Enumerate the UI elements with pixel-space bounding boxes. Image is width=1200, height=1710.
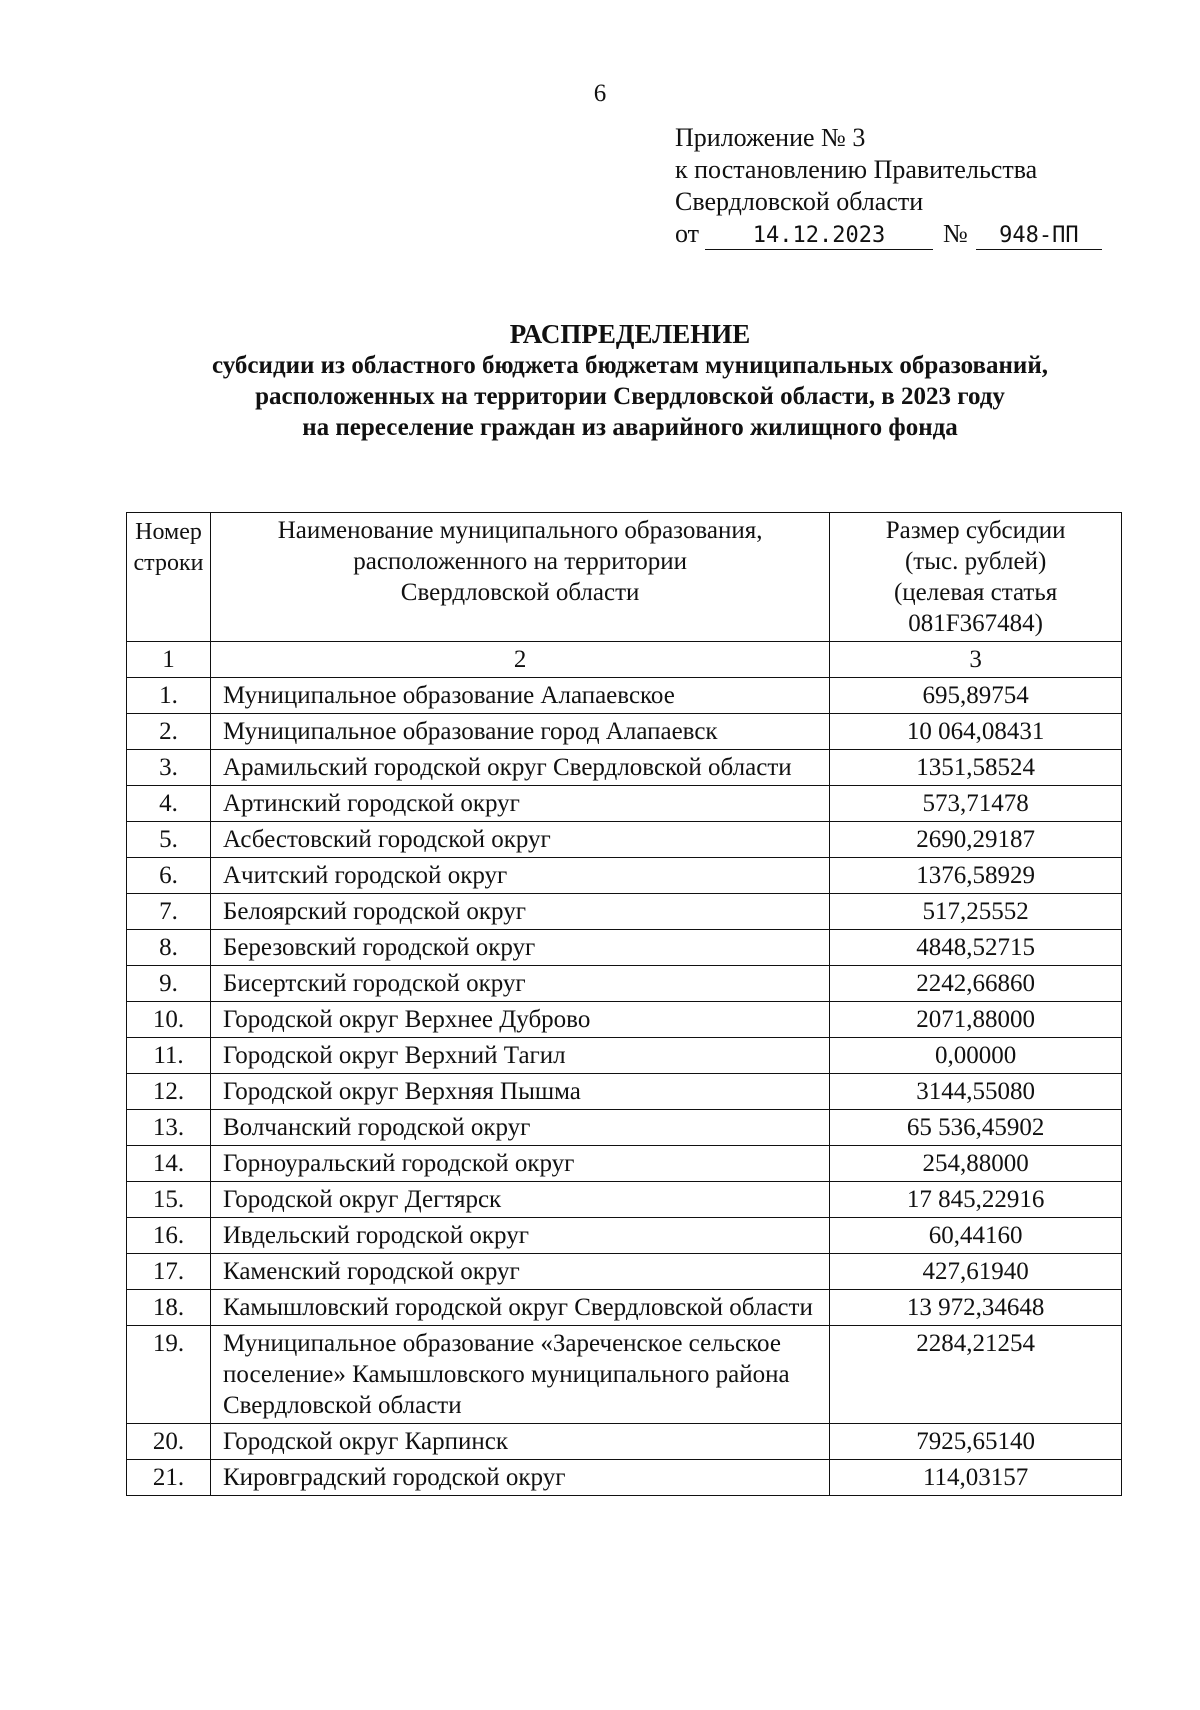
annex-line-1: Приложение № 3 — [675, 123, 866, 152]
subsidy-amount: 2071,88000 — [830, 1002, 1122, 1038]
subsidy-amount: 10 064,08431 — [830, 714, 1122, 750]
subsidy-amount: 517,25552 — [830, 894, 1122, 930]
header-text: (тыс. рублей) — [904, 548, 1047, 575]
row-number: 5. — [127, 822, 211, 858]
municipality-name: Волчанский городской округ — [210, 1110, 829, 1146]
annex-date: 14.12.2023 — [705, 223, 933, 250]
row-number: 19. — [127, 1326, 211, 1424]
municipality-name: Березовский городской округ — [210, 930, 829, 966]
header-municipality-name — [210, 513, 829, 642]
row-number: 17. — [127, 1254, 211, 1290]
municipality-name: Камышловский городской округ Свердловской области — [210, 1290, 829, 1326]
row-number: 14. — [127, 1146, 211, 1182]
subsidy-table — [126, 512, 1122, 1496]
subsidy-amount: 17 845,22916 — [830, 1182, 1122, 1218]
municipality-name: Городской округ Верхняя Пышма — [210, 1074, 829, 1110]
header-text: расположенного на территории — [353, 548, 687, 575]
subsidy-amount: 3144,55080 — [830, 1074, 1122, 1110]
table-row — [127, 786, 1122, 822]
table-row — [127, 1424, 1122, 1460]
row-number: 2. — [127, 714, 211, 750]
subsidy-amount: 0,00000 — [830, 1038, 1122, 1074]
municipality-name: Горноуральский городской округ — [210, 1146, 829, 1182]
table-row — [127, 1146, 1122, 1182]
table-row — [127, 822, 1122, 858]
subsidy-amount: 2284,21254 — [830, 1326, 1122, 1424]
title-line-3: на переселение граждан из аварийного жилищного фонда — [302, 414, 958, 441]
row-number: 13. — [127, 1110, 211, 1146]
table-row — [127, 1218, 1122, 1254]
municipality-name: Бисертский городской округ — [210, 966, 829, 1002]
header-row-number — [127, 513, 211, 642]
municipality-name: Белоярский городской округ — [210, 894, 829, 930]
subsidy-amount: 254,88000 — [830, 1146, 1122, 1182]
annex-block — [675, 122, 1102, 250]
annex-number-sign: № — [943, 219, 968, 248]
municipality-name: Арамильский городской округ Свердловской области — [210, 750, 829, 786]
row-number: 3. — [127, 750, 211, 786]
header-text: Наименование муниципального образования, — [277, 517, 763, 544]
row-number: 8. — [127, 930, 211, 966]
table-row — [127, 750, 1122, 786]
municipality-name: Ивдельский городской округ — [210, 1218, 829, 1254]
annex-line-2: к постановлению Правительства — [675, 155, 1038, 184]
municipality-name: Городской округ Дегтярск — [210, 1182, 829, 1218]
row-number: 12. — [127, 1074, 211, 1110]
header-text: (целевая статья — [893, 579, 1058, 606]
table-row — [127, 930, 1122, 966]
row-number: 21. — [127, 1460, 211, 1496]
header-subsidy-amount — [830, 513, 1122, 642]
municipality-name: Городской округ Карпинск — [210, 1424, 829, 1460]
row-number: 20. — [127, 1424, 211, 1460]
row-number: 1. — [127, 678, 211, 714]
title-main: РАСПРЕДЕЛЕНИЕ — [509, 319, 751, 349]
subsidy-amount: 4848,52715 — [830, 930, 1122, 966]
table-row — [127, 714, 1122, 750]
annex-doc-number: 948-ПП — [976, 223, 1102, 250]
table-body — [127, 678, 1122, 1496]
page-number: 6 — [593, 80, 607, 107]
title-line-1: субсидии из областного бюджета бюджетам муниципальных образований, — [212, 352, 1048, 379]
annex-date-line — [675, 218, 1102, 250]
column-index: 3 — [830, 642, 1122, 678]
subsidy-amount: 114,03157 — [830, 1460, 1122, 1496]
municipality-name: Городской округ Верхний Тагил — [210, 1038, 829, 1074]
subsidy-amount: 1351,58524 — [830, 750, 1122, 786]
column-index-row — [127, 642, 1122, 678]
table-row — [127, 678, 1122, 714]
table-row — [127, 966, 1122, 1002]
municipality-name: Асбестовский городской округ — [210, 822, 829, 858]
subsidy-amount: 573,71478 — [830, 786, 1122, 822]
row-number: 16. — [127, 1218, 211, 1254]
table-row — [127, 1254, 1122, 1290]
subsidy-amount: 2690,29187 — [830, 822, 1122, 858]
subsidy-amount: 695,89754 — [830, 678, 1122, 714]
row-number: 7. — [127, 894, 211, 930]
municipality-name: Кировградский городской округ — [210, 1460, 829, 1496]
table-row — [127, 1074, 1122, 1110]
municipality-name: Каменский городской округ — [210, 1254, 829, 1290]
municipality-name: Ачитский городской округ — [210, 858, 829, 894]
municipality-name: Городской округ Верхнее Дуброво — [210, 1002, 829, 1038]
header-text: 081F367484) — [908, 610, 1043, 637]
table-row — [127, 858, 1122, 894]
row-number: 11. — [127, 1038, 211, 1074]
table-row — [127, 1110, 1122, 1146]
header-text: строки — [133, 550, 204, 576]
table-row — [127, 1290, 1122, 1326]
municipality-name: Муниципальное образование «Зареченское сельское поселение» Камышловского муниципального района Свердловской области — [210, 1326, 829, 1424]
annex-from-label: от — [675, 219, 700, 248]
table-row — [127, 1460, 1122, 1496]
document-title — [100, 318, 1160, 443]
column-index: 1 — [127, 642, 211, 678]
table-row — [127, 894, 1122, 930]
row-number: 10. — [127, 1002, 211, 1038]
subsidy-amount: 427,61940 — [830, 1254, 1122, 1290]
row-number: 4. — [127, 786, 211, 822]
header-text: Номер — [135, 519, 202, 545]
table-header-row — [127, 513, 1122, 642]
subsidy-amount: 65 536,45902 — [830, 1110, 1122, 1146]
annex-line-3: Свердловской области — [675, 187, 924, 216]
municipality-name: Артинский городской округ — [210, 786, 829, 822]
header-text: Свердловской области — [400, 579, 640, 606]
column-index: 2 — [210, 642, 829, 678]
municipality-name: Муниципальное образование Алапаевское — [210, 678, 829, 714]
table-row — [127, 1002, 1122, 1038]
subsidy-amount: 1376,58929 — [830, 858, 1122, 894]
title-line-2: расположенных на территории Свердловской области, в 2023 году — [255, 383, 1005, 410]
row-number: 18. — [127, 1290, 211, 1326]
header-text: Размер субсидии — [885, 517, 1066, 544]
table-row — [127, 1038, 1122, 1074]
municipality-name: Муниципальное образование город Алапаевск — [210, 714, 829, 750]
row-number: 9. — [127, 966, 211, 1002]
row-number: 6. — [127, 858, 211, 894]
table-row — [127, 1326, 1122, 1424]
subsidy-amount: 13 972,34648 — [830, 1290, 1122, 1326]
table-row — [127, 1182, 1122, 1218]
subsidy-amount: 2242,66860 — [830, 966, 1122, 1002]
subsidy-amount: 60,44160 — [830, 1218, 1122, 1254]
subsidy-amount: 7925,65140 — [830, 1424, 1122, 1460]
row-number: 15. — [127, 1182, 211, 1218]
